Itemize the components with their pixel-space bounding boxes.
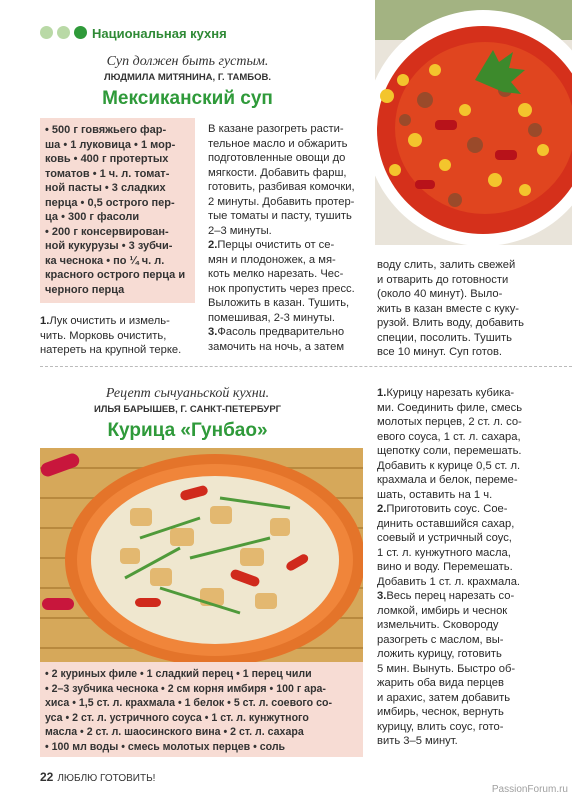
- recipe1-tip: Суп должен быть густым.: [106, 54, 269, 69]
- step-number: 2.: [377, 503, 387, 515]
- step-text: Весь перец нарезать со- ломкой, имбирь и чеснок измельчить. Сковороду разогреть с маслом, вы- ложить курицу, готовить 5 мин. Вынуть. Быстро об- жарить оба вида перцев и арахис, затем добавить имбирь, чеснок, вернуть курицу, влить соус, гото- вить 3–5 минут.: [377, 590, 516, 747]
- recipe2-ingredients-box: [40, 662, 363, 757]
- step-number: 2.: [208, 239, 218, 251]
- section-divider: [40, 366, 572, 367]
- recipe1-ingredients: • 500 г говяжьего фар- ша • 1 луковица • 1 мор- ковь • 400 г протертых томатов • 1 ч. л. томат- ной пасты • 3 сладких перца • 0,5 острого пер- ца • 300 г фасоли • 200 г консервирован- ной кукурузы • 3 зубчи- ка чеснока • по ¼ ч. л. красного острого перца и черного перца: [45, 124, 186, 296]
- dot-icon: [40, 26, 53, 39]
- recipe2-title: Курица «Гунбао»: [107, 420, 268, 441]
- step-text: Лук очистить и измель- чить. Морковь очистить, натереть на крупной терке.: [40, 315, 182, 356]
- recipe1-step-1: [40, 314, 200, 358]
- watermark: PassionForum.ru: [491, 784, 568, 795]
- recipe1-ingredients-box: [40, 118, 195, 303]
- dot-icon: [57, 26, 70, 39]
- recipe1-col3: воду слить, залить свежей и отварить до готовности (около 40 минут). Выло- жить в казан вместе с куку- рузой. Влить воду, добавить специи, посолить. Тушить все 10 минут. Суп готов.: [377, 259, 524, 358]
- step-text: Перцы очистить от се- мян и плодоножек, а мя- коть мелко нарезать. Чес- нок пропустить через пресс. Выложить в казан. Тушить, помешивая, 2-3 минуты.: [208, 239, 355, 324]
- step-number: 1.: [377, 387, 387, 399]
- page-footer: [40, 770, 155, 784]
- recipe2-author: ИЛЬЯ БАРЫШЕВ, Г. САНКТ-ПЕТЕРБУРГ: [93, 404, 282, 415]
- recipe1-col2: [208, 122, 374, 354]
- step-text: Фасоль предварительно замочить на ночь, а затем: [208, 326, 345, 353]
- recipe2-steps: [377, 386, 557, 749]
- dot-icon: [74, 26, 87, 39]
- recipe1-intro: В казане разогреть расти- тельное масло и обжарить подготовленные овощи до мягкости. Добавить фарш, готовить, разбивая комочки, 2 минуты. Добавить протер- тые томаты и пасту, тушить 2–3 минуты.: [208, 123, 355, 237]
- section-dots: [40, 26, 87, 39]
- recipe2-tip: Рецепт сычуаньской кухни.: [105, 386, 270, 401]
- step-number: 1.: [40, 315, 50, 327]
- step-text: Курицу нарезать кубика- ми. Соединить филе, смесь молотых перцев, 2 ст. л. со- евого соуса, 1 ст. л. сахара, щепотку соли, перемешать. Добавить к курице 0,5 ст. л. крахмала и белок, переме- шать, оставить на 1 ч.: [377, 387, 523, 501]
- soup-photo: [375, 0, 572, 245]
- recipe1-title: Мексиканский суп: [102, 88, 273, 109]
- page-number: 22: [40, 770, 54, 784]
- step-number: 3.: [377, 590, 387, 602]
- section-title: Национальная кухня: [92, 26, 227, 41]
- chicken-photo: [40, 448, 363, 662]
- recipe1-author: ЛЮДМИЛА МИТЯНИНА, Г. ТАМБОВ.: [103, 72, 271, 83]
- magazine-name: ЛЮБЛЮ ГОТОВИТЬ!: [57, 773, 156, 784]
- recipe2-ingredients: • 2 куриных филе • 1 сладкий перец • 1 перец чили • 2–3 зубчика чеснока • 2 см корня имбиря • 100 г ара- хиса • 1,5 ст. л. крахмала • 1 белок • 5 ст. л. соевого со- уса • 2 ст. л. устричного соуса • 1 ст. л. кунжутного масла • 2 ст. л. шаосинского вина • 2 ст. л. сахара • 100 мл воды • смесь молотых перцев • соль: [45, 668, 332, 753]
- step-number: 3.: [208, 326, 218, 338]
- step-text: Приготовить соус. Сое- динить оставшийся сахар, соевый и устричный соус, 1 ст. л. кунжутного масла, вино и воду. Перемешать. Добавить 1 ст. л. крахмала.: [377, 503, 521, 588]
